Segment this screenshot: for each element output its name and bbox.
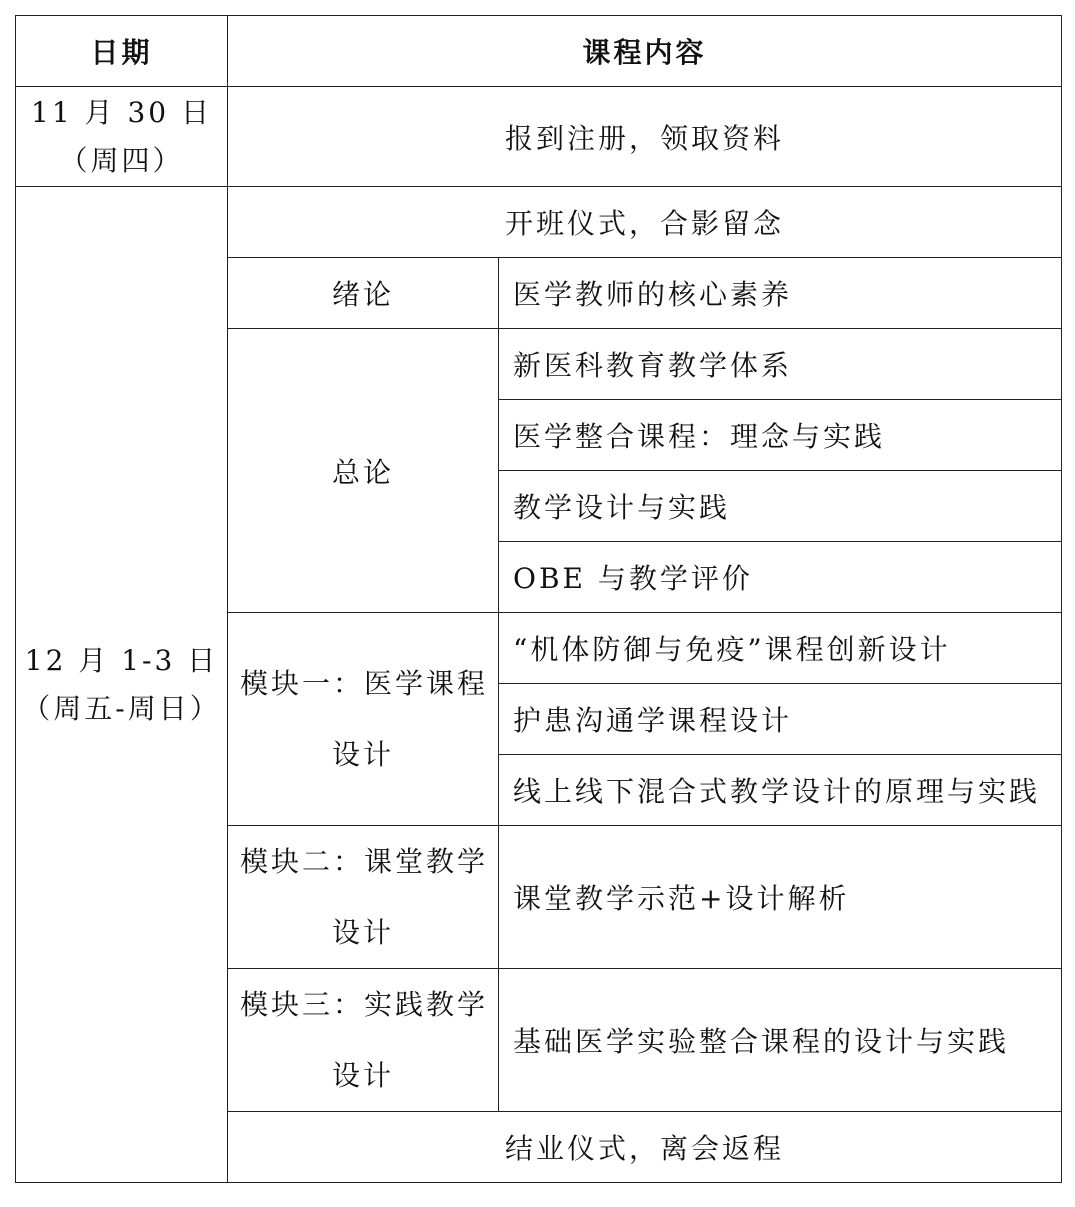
- weekday-line: （周四）: [59, 143, 184, 177]
- course-item: 课堂教学示范+设计解析: [499, 826, 1062, 969]
- section-name-module3: [228, 969, 499, 1112]
- section-name-module2: [228, 826, 499, 969]
- module-name-line1: 模块三：实践教学: [240, 988, 489, 1021]
- section-name: 绪论: [228, 258, 499, 329]
- content-cell-opening: 开班仪式，合影留念: [228, 187, 1062, 258]
- course-item: OBE 与教学评价: [499, 542, 1062, 613]
- course-item: 护患沟通学课程设计: [499, 684, 1062, 755]
- course-item: “机体防御与免疫”课程创新设计: [499, 613, 1062, 684]
- course-item: 医学教师的核心素养: [499, 258, 1062, 329]
- module-name-line2: 设计: [331, 1059, 394, 1092]
- course-item: 线上线下混合式教学设计的原理与实践: [499, 755, 1062, 826]
- section-name: 总论: [228, 329, 499, 613]
- weekday-line: （周五-周日）: [22, 691, 221, 725]
- header-date: 日期: [16, 16, 228, 87]
- module-name: [228, 826, 498, 968]
- date-cell-day2: [16, 187, 228, 1183]
- module-name-line2: 设计: [331, 738, 394, 771]
- course-item: 新医科教育教学体系: [499, 329, 1062, 400]
- module-name: [228, 969, 498, 1111]
- module-name-line2: 设计: [331, 916, 394, 949]
- module-name-line1: 模块二：课堂教学: [240, 845, 489, 878]
- date-line: 12 月 1-3 日: [24, 643, 219, 677]
- table-header-row: [16, 16, 1062, 87]
- course-item: 教学设计与实践: [499, 471, 1062, 542]
- date-line: 11 月 30 日: [31, 95, 212, 129]
- course-schedule-table: [15, 15, 1062, 1183]
- course-item: 医学整合课程：理念与实践: [499, 400, 1062, 471]
- header-content: 课程内容: [228, 16, 1062, 87]
- content-cell: 报到注册，领取资料: [228, 87, 1062, 187]
- section-name-module1: [228, 613, 499, 826]
- course-item: 基础医学实验整合课程的设计与实践: [499, 969, 1062, 1112]
- date-cell-day1: [16, 87, 228, 187]
- module-name-line1: 模块一：医学课程: [240, 667, 489, 700]
- module-name: [228, 648, 498, 790]
- table-row: [16, 187, 1062, 258]
- table-row: [16, 87, 1062, 187]
- content-cell-closing: 结业仪式，离会返程: [228, 1112, 1062, 1183]
